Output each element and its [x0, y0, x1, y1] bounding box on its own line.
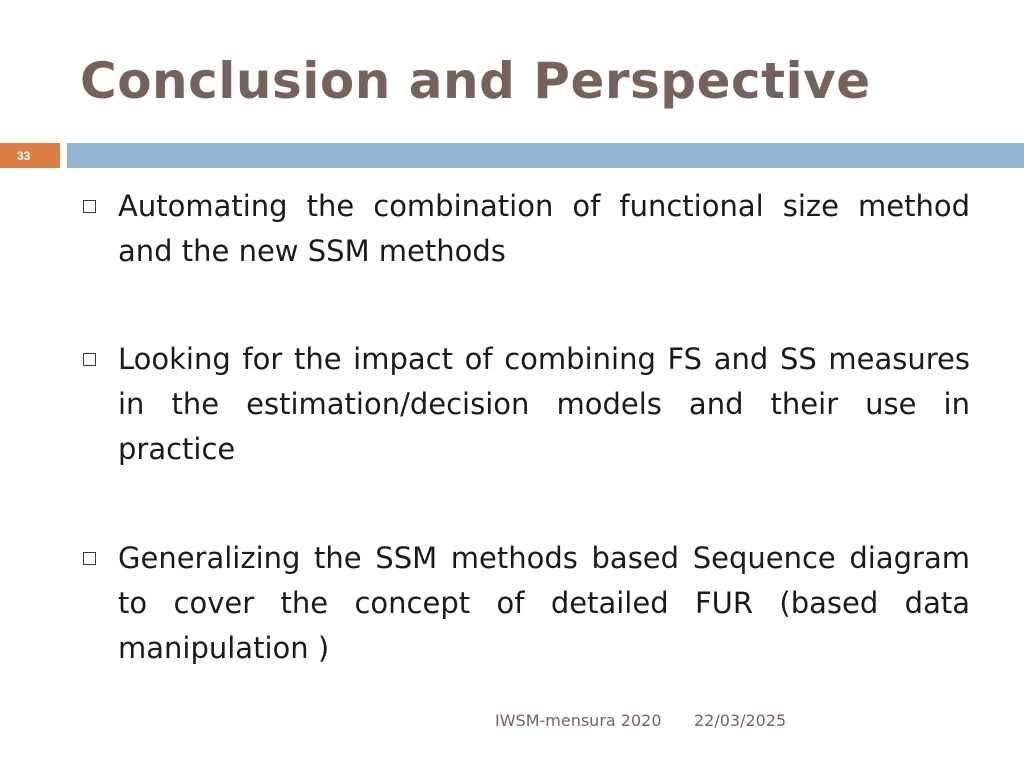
hollow-square-icon: [83, 200, 96, 213]
slide-number: 33: [17, 148, 31, 163]
hollow-square-icon: [83, 353, 96, 366]
bullet-text: Looking for the impact of combining FS and SS measures in the estimation/decision models and their use in practice: [118, 342, 970, 466]
footer-date: 22/03/2025: [694, 711, 787, 730]
bullet-item: [80, 184, 970, 274]
header-divider-bar: [67, 143, 1024, 168]
bullet-text: Automating the combination of functional size method and the new SSM methods: [118, 189, 970, 268]
bullet-text: Generalizing the SSM methods based Sequence diagram to cover the concept of detailed FUR (based data manipulation ): [118, 541, 970, 665]
bullet-item: [80, 536, 970, 671]
slide-number-bar: [0, 143, 60, 168]
bullet-item: [80, 337, 970, 472]
hollow-square-icon: [83, 552, 96, 565]
slide-title: Conclusion and Perspective: [80, 52, 871, 110]
footer-event: IWSM-mensura 2020: [495, 711, 662, 730]
